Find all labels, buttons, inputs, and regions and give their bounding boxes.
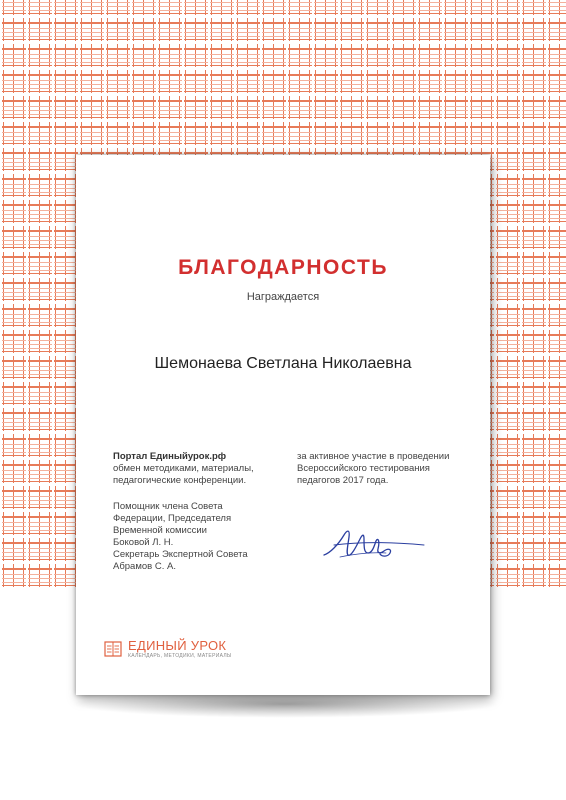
signer-line: Временной комиссии <box>113 525 207 536</box>
logo-name: ЕДИНЫЙ УРОК <box>128 638 227 653</box>
signer-line: Секретарь Экспертной Совета <box>113 549 248 560</box>
book-logo-icon <box>104 640 122 658</box>
recipient-name: Шемонаева Светлана Николаевна <box>154 355 412 372</box>
certificate-subtitle: Награждается <box>246 291 320 303</box>
portal-description-line: педагогические конференции. <box>113 475 247 486</box>
signer-line: Боковой Л. Н. <box>113 537 174 548</box>
award-reason-line: Всероссийского тестирования <box>297 463 430 474</box>
issuer-block <box>113 451 303 573</box>
certificate-sheet <box>76 155 490 695</box>
signature-image <box>320 523 430 563</box>
signer-line: Помощник члена Совета <box>113 501 223 512</box>
portal-name: Портал Единыйурок.рф <box>113 451 227 462</box>
portal-description-line: обмен методиками, материалы, <box>113 463 254 474</box>
award-reason-line: за активное участие в проведении <box>297 451 450 462</box>
signer-line: Федерации, Председателя <box>113 513 232 524</box>
signer-line: Абрамов С. А. <box>113 561 176 572</box>
award-reason-block <box>297 451 477 487</box>
edinyi-urok-logo <box>104 638 304 662</box>
award-reason-line: педагогов 2017 года. <box>297 475 389 486</box>
certificate-title: БЛАГОДАРНОСТЬ <box>178 256 388 279</box>
logo-tagline: КАЛЕНДАРЬ, МЕТОДИКИ, МАТЕРИАЛЫ <box>128 653 232 659</box>
